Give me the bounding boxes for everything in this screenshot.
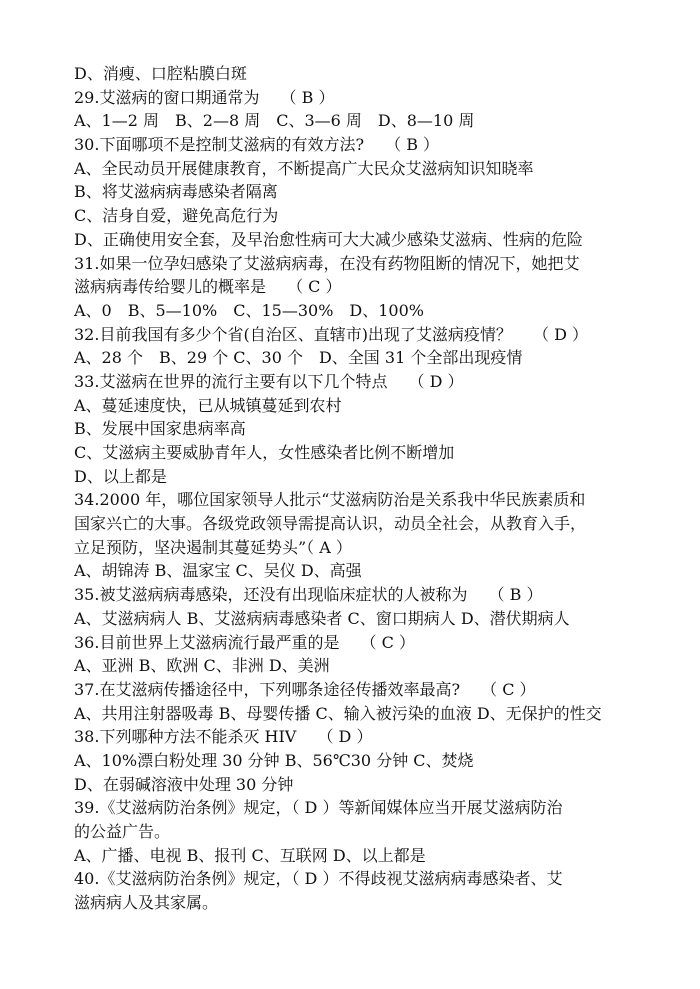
- question-line: 滋病病人及其家属。: [74, 893, 219, 913]
- question-line: 30.下面哪项不是控制艾滋病的有效方法? （ B ）: [74, 135, 440, 155]
- question-line: 35.被艾滋病病毒感染，还没有出现临床症状的人被称为 （ B ）: [74, 585, 543, 605]
- question-line: 31.如果一位孕妇感染了艾滋病病毒，在没有药物阻断的情况下，她把艾: [74, 253, 580, 273]
- question-line: 32.目前我国有多少个省(自治区、直辖市)出现了艾滋病疫情？ （ D ）: [74, 324, 589, 344]
- question-line: 36.目前世界上艾滋病流行最严重的是 （ C ）: [74, 632, 415, 652]
- option-line: A、全民动员开展健康教育，不断提高广大民众艾滋病知识知晓率: [74, 158, 534, 178]
- options-line: A、共用注射器吸毒 B、母婴传播 C、输入被污染的血液 D、无保护的性交: [74, 703, 602, 723]
- question-line: 国家兴亡的大事。各级党政领导需提高认识，动员全社会，从教育入手，: [74, 514, 587, 534]
- question-line: 的公益广告。: [74, 822, 171, 841]
- text-line: D、消瘦、口腔粘膜白斑: [74, 64, 247, 83]
- options-line: A、28 个 B、29 个 C、30 个 D、全国 31 个全部出现疫情: [74, 348, 523, 368]
- option-line: C、洁身自爱，避免高危行为: [74, 206, 279, 226]
- option-line: A、蔓延速度快，已从城镇蔓延到农村: [74, 395, 342, 415]
- options-line: A、10%漂白粉处理 30 分钟 B、56℃30 分钟 C、焚烧: [74, 750, 474, 770]
- option-line: B、将艾滋病病毒感染者隔离: [74, 182, 278, 202]
- option-line: D、在弱碱溶液中处理 30 分钟: [74, 774, 294, 794]
- question-line: 37.在艾滋病传播途径中，下列哪条途径传播效率最高? （ C ）: [74, 679, 536, 699]
- option-line: C、艾滋病主要威胁青年人，女性感染者比例不断增加: [74, 443, 455, 462]
- document-body: [74, 62, 634, 915]
- options-line: A、0 B、5—10% C、15—30% D、100%: [74, 300, 424, 320]
- question-line: 滋病病毒传给婴儿的概率是 （ C ）: [74, 277, 342, 297]
- question-line: 29.艾滋病的窗口期通常为 （ B ）: [74, 87, 335, 107]
- question-line: 38.下列哪种方法不能杀灭 HIV （ D ）: [74, 727, 373, 747]
- option-line: D、以上都是: [74, 466, 167, 486]
- options-line: A、胡锦涛 B、温家宝 C、吴仪 D、高强: [74, 561, 362, 581]
- question-line: 34.2000 年，哪位国家领导人批示“艾滋病防治是关系我中华民族素质和: [74, 490, 586, 510]
- options-line: A、广播、电视 B、报刊 C、互联网 D、以上都是: [74, 845, 426, 865]
- question-line: 立足预防，坚决遏制其蔓延势头”（ A ）: [74, 537, 352, 557]
- options-line: A、亚洲 B、欧洲 C、非洲 D、美洲: [74, 656, 330, 676]
- option-line: B、发展中国家患病率高: [74, 419, 246, 439]
- question-line: 40.《艾滋病防治条例》规定，（ D ）不得歧视艾滋病病毒感染者、艾: [74, 869, 563, 889]
- question-line: 33.艾滋病在世界的流行主要有以下几个特点 （ D ）: [74, 371, 464, 391]
- options-line: A、艾滋病病人 B、艾滋病病毒感染者 C、窗口期病人 D、潜伏期病人: [74, 608, 570, 628]
- question-line: 39.《艾滋病防治条例》规定，（ D ）等新闻媒体应当开展艾滋病防治: [74, 798, 563, 818]
- option-line: D、正确使用安全套，及早治愈性病可大大减少感染艾滋病、性病的危险: [74, 229, 583, 249]
- options-line: A、1—2 周 B、2—8 周 C、3—6 周 D、8—10 周: [74, 111, 475, 131]
